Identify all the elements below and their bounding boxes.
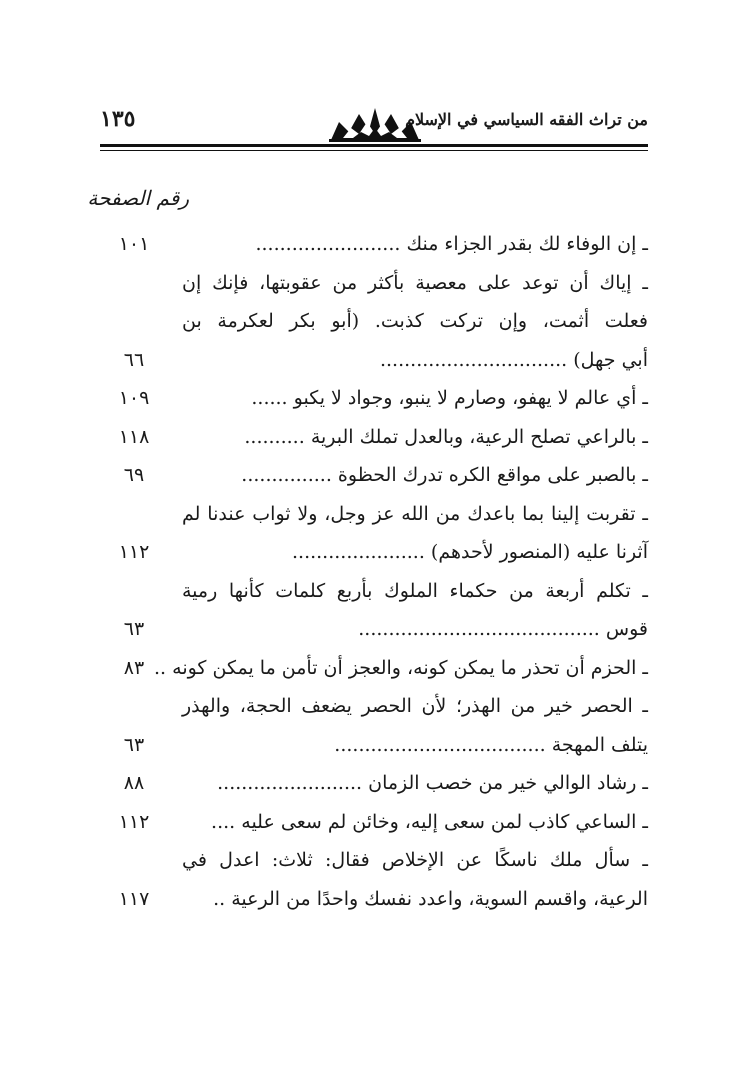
page-ref: ١٠١ — [118, 233, 150, 255]
index-line: ـ سأل ملك ناسكًا عن الإخلاص فقال: ثلاث: اعدل في — [182, 849, 648, 871]
index-line: ـ رشاد الوالي خير من خصب الزمان ........................ ٨٨ — [100, 764, 648, 803]
index-line: قوس ........................................ ٦٣ — [100, 610, 648, 649]
page-ref: ١١٢ — [118, 810, 150, 833]
index-line: ـ إياك أن توعد على معصية بأكثر من عقوبتها، فإنك إن — [182, 271, 648, 294]
index-line: ـ إن الوفاء لك بقدر الجزاء منك ........................ ١٠١ — [100, 225, 648, 264]
page-ref: ١١٨ — [118, 425, 150, 448]
page-ref: ٦٩ — [123, 464, 145, 486]
index-line: ـ بالصبر على مواقع الكره تدرك الحظوة ............... ٦٩ — [100, 456, 648, 495]
page-number: ١٣٥ — [100, 106, 136, 132]
crown-ornament-icon — [325, 104, 425, 144]
index-line: ـ تقربت إلينا بما باعدك من الله عز وجل، ولا ثواب عندنا لم — [182, 502, 648, 525]
index-line: ـ تكلم أربعة من حكماء الملوك بأربع كلمات كأنها رمية — [182, 579, 648, 602]
index-line: ـ أي عالم لا يهفو، وصارم لا ينبو، وجواد لا يكبو ...... ١٠٩ — [100, 379, 648, 418]
index-entries — [100, 225, 648, 918]
column-heading: رقم الصفحة — [87, 186, 189, 210]
page-ref: ٨٣ — [123, 656, 145, 679]
page-header — [100, 104, 648, 144]
page-ref: ٦٣ — [123, 618, 145, 640]
page-ref: ٦٦ — [123, 348, 145, 371]
index-line: ـ الساعي كاذب لمن سعى إليه، وخائن لم سعى عليه .... ١١٢ — [100, 803, 648, 842]
page-ref: ١١٧ — [118, 887, 150, 910]
index-line: فعلت أثمت، وإن تركت كذبت. (أبو بكر لعكرمة بن — [182, 310, 648, 332]
page-ref: ١٠٩ — [118, 387, 150, 409]
page-ref: ٦٣ — [123, 733, 145, 756]
index-line: ـ الحزم أن تحذر ما يمكن كونه، والعجز أن تأمن ما يمكن كونه .. ٨٣ — [100, 649, 648, 688]
book-title: من تراث الفقه السياسي في الإسلام — [405, 110, 648, 129]
index-line: أبي جهل) ............................... ٦٦ — [100, 341, 648, 380]
page-ref: ١١٢ — [118, 541, 150, 563]
index-line: الرعية، واقسم السوية، واعدد نفسك واحدًا من الرعية .. ١١٧ — [100, 880, 648, 919]
index-line: ـ بالراعي تصلح الرعية، وبالعدل تملك البرية .......... ١١٨ — [100, 418, 648, 457]
index-line: آثرنا عليه (المنصور لأحدهم) ...................... ١١٢ — [100, 533, 648, 572]
index-line: يتلف المهجة ................................... ٦٣ — [100, 726, 648, 765]
header-rule-thin — [100, 150, 648, 151]
header-rule-thick — [100, 144, 648, 147]
index-line: ـ الحصر خير من الهذر؛ لأن الحصر يضعف الحجة، والهذر — [182, 695, 648, 717]
page-ref: ٨٨ — [123, 772, 145, 794]
